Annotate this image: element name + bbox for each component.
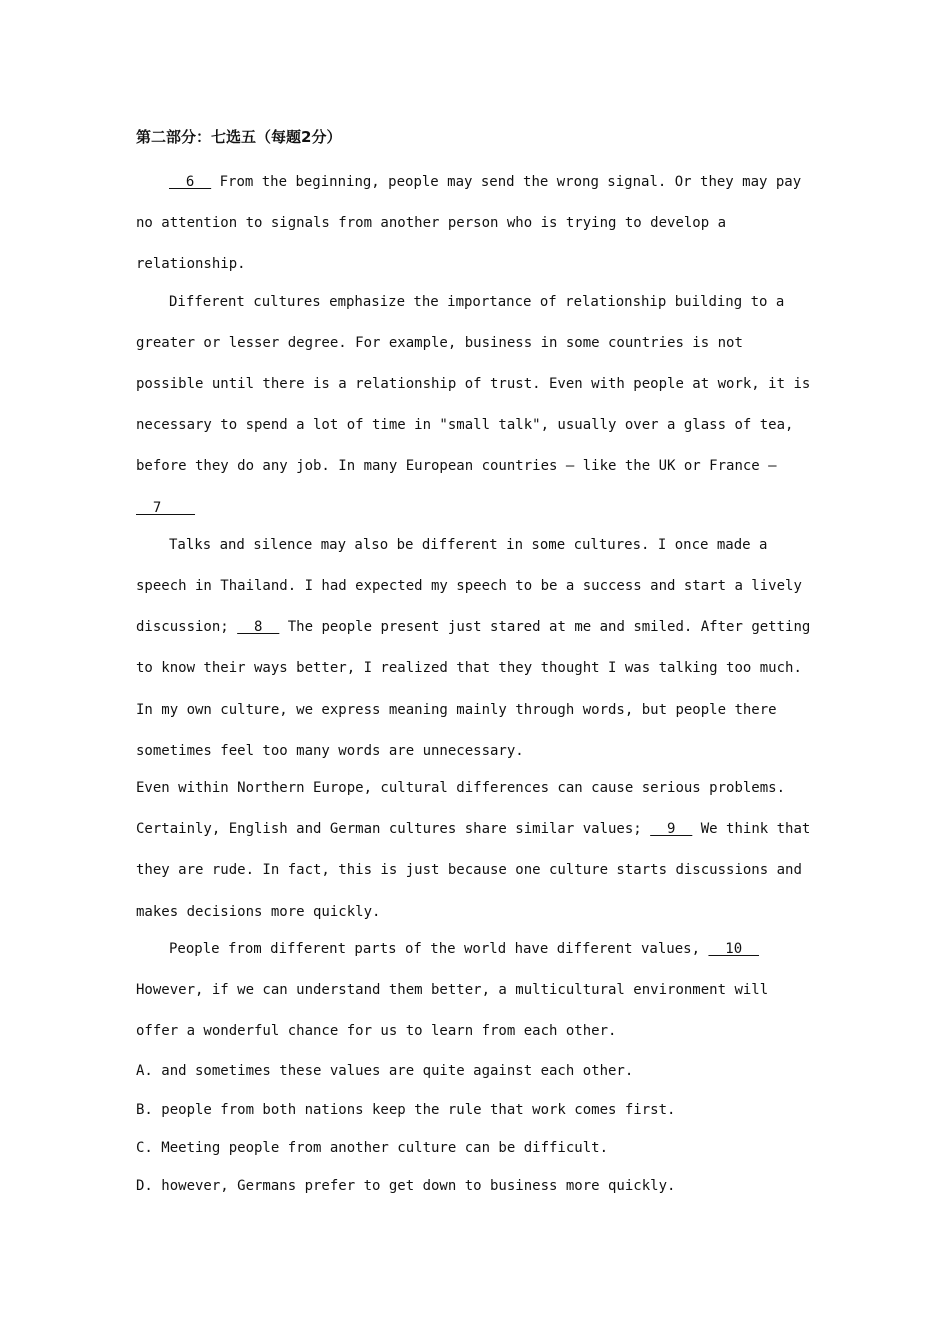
blank-10: 10 xyxy=(708,940,760,957)
blank-6: 6 xyxy=(169,174,212,190)
paragraph-4-text-before: Even within Northern Europe, cultural differences can cause serious problems. Certainly, English and German cultures share similar values; xyxy=(136,780,786,838)
paragraph-3-text-before: Talks and silence may also be different in some cultures. I once made a speech in Thailand. I had expected my speech to be a success and start a lively discussion; xyxy=(136,536,802,636)
paragraph-4-text-after: We think that they are rude. In fact, this is just because one culture starts discussions and makes decisions more quickly. xyxy=(136,821,811,920)
option-a: A. and sometimes these values are quite against each other. xyxy=(136,1063,634,1080)
paragraph-3-text-after: The people present just stared at me and smiled. After getting to know their ways better, I realized that they thought I was talking too much. In my own culture, we express meaning mainly through words, but people there sometimes feel too many words are unnecessary. xyxy=(136,619,811,759)
option-b: B. people from both nations keep the rule that work comes first. xyxy=(136,1101,676,1118)
options-list xyxy=(136,1052,816,1205)
paragraph-5 xyxy=(136,929,816,1053)
blank-7: 7 xyxy=(136,499,196,516)
section-heading: 第二部分：七选五（每题2分） xyxy=(136,128,342,146)
document-page xyxy=(136,124,816,1206)
paragraph-1 xyxy=(136,162,816,286)
paragraph-4 xyxy=(136,768,816,933)
option-d: D. however, Germans prefer to get down to business more quickly. xyxy=(136,1178,676,1195)
paragraph-5-text-before: People from different parts of the world have different values, xyxy=(169,940,709,957)
paragraph-1-text: From the beginning, people may send the wrong signal. Or they may pay no attention to signals from another person who is trying to develop a relationship. xyxy=(136,174,802,273)
paragraph-3 xyxy=(136,525,816,772)
paragraph-2-text: Different cultures emphasize the importance of relationship building to a greater or lesser degree. For example, business in some countries is not possible until there is a relationship of trust. Even with people at work, it is necessary to spend a lot of time in "small talk", usually over a glass of tea, before they do any job. In many European countries — like the UK or France — xyxy=(136,293,811,475)
blank-8: 8 xyxy=(237,619,280,636)
blank-9: 9 xyxy=(650,821,693,838)
paragraph-2 xyxy=(136,282,816,529)
paragraph-5-text-after: However, if we can understand them better, a multicultural environment will offer a wonderful chance for us to learn from each other. xyxy=(136,982,769,1040)
option-c: C. Meeting people from another culture can be difficult. xyxy=(136,1140,609,1157)
